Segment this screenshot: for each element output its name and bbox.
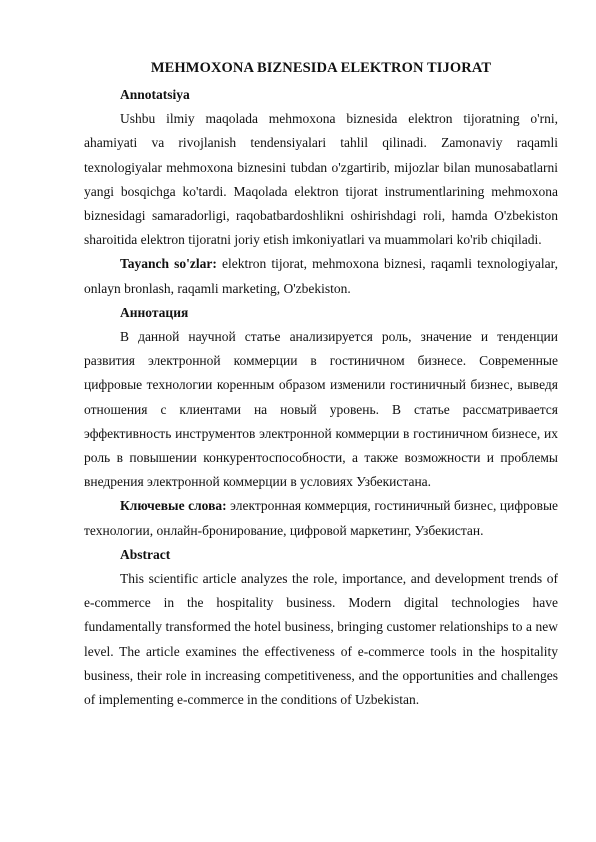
uz-abstract-heading: Annotatsiya bbox=[120, 87, 190, 102]
ru-keywords-label: Ключевые слова: bbox=[120, 498, 227, 514]
ru-abstract-heading: Аннотация bbox=[120, 304, 189, 320]
paper-page bbox=[84, 58, 558, 712]
ru-keywords-list: электронная коммерция, гостиничный бизнес, цифровые технологии, онлайн-бронирование, цифровой маркетинг, Узбекистан. bbox=[84, 498, 559, 538]
ru-keywords bbox=[84, 494, 558, 542]
ru-abstract-text: В данной научной статье анализируется роль, значение и тенденции развития электронной коммерции в гостиничном бизнесе. Современные цифровые технологии коренным образом изменили гостиничный бизнес, выведя отношения с клиентами на новый уровень. В статье рассматривается эффективность инструментов электронной коммерции в гостиничном бизнесе, их роль в повышении конкурентоспособности, а также возможности и проблемы внедрения электронной коммерции в условиях Узбекистана. bbox=[84, 329, 558, 490]
en-abstract-text: This scientific article analyzes the role, importance, and development trends of e-commerce in the hospitality business. Modern digital technologies have fundamentally transformed the hotel business, bringing customer relationships to a new level. The article examines the effectiveness of e-commerce tools in the hospitality business, their role in increasing competitiveness, and the opportunities and challenges of implementing e-commerce in the conditions of Uzbekistan. bbox=[84, 571, 558, 708]
uz-keywords-label: Tayanch so'zlar: bbox=[120, 256, 217, 272]
en-abstract-heading: Abstract bbox=[120, 546, 171, 562]
paper-title: MEHMOXONA BIZNESIDA ELEKTRON TIJORAT bbox=[150, 60, 492, 76]
uz-abstract-text: Ushbu ilmiy maqolada mehmoxona biznesida elektron tijoratning o'rni, ahamiyati va rivojlanish tendensiyalari tahlil qilinadi. Zamonaviy raqamli texnologiyalar mehmoxona biznesini tubdan o'zgartirib, mijozlar bilan munosabatlarni yangi bosqichga ko'tardi. Maqolada elektron tijorat instrumentlarining mehmoxona biznesidagi samaradorligi, raqobatbardoshlikni oshirishdagi roli, hamda O'zbekiston sharoitida elektron tijoratni joriy etish imkoniyatlari va muammolari ko'rib chiqiladi. bbox=[84, 111, 558, 248]
uz-keywords-list: elektron tijorat, mehmoxona biznesi, raqamli texnologiyalar, onlayn bronlash, raqamli marketing, O'zbekiston. bbox=[84, 256, 558, 296]
uz-keywords bbox=[84, 252, 558, 300]
